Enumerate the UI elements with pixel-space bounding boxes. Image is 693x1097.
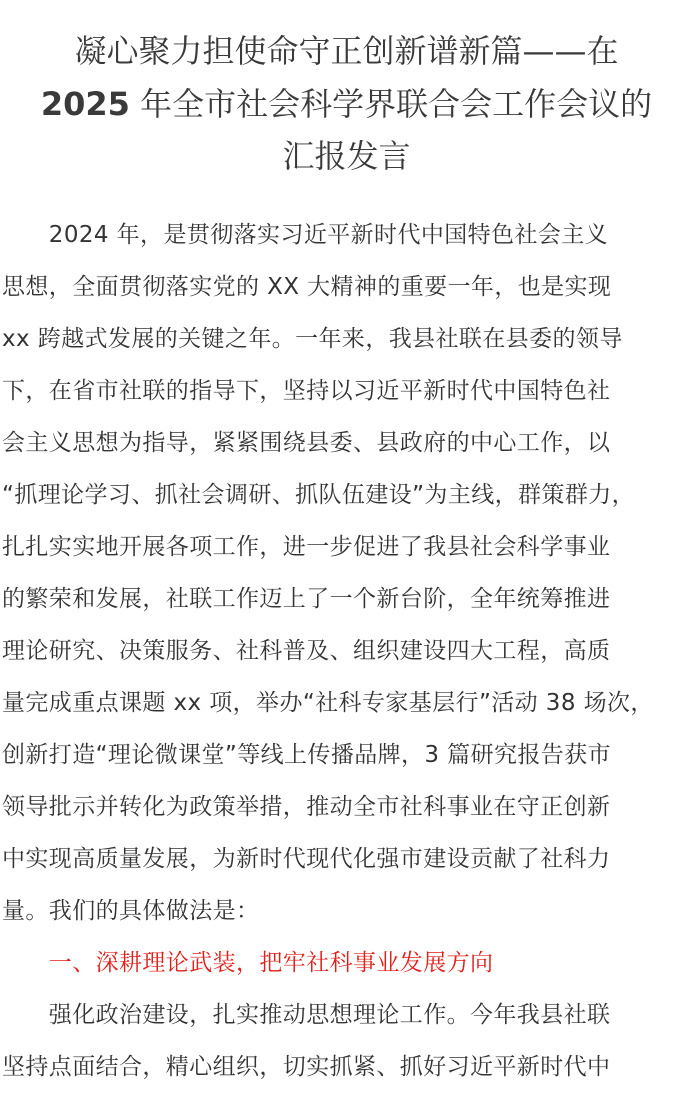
body-line: “抓理论学习、抓社会调研、抓队伍建设”为主线，群策群力，: [2, 482, 636, 508]
body-line: 扎扎实实地开展各项工作，进一步促进了我县社会科学事业: [2, 534, 611, 560]
body-line: 创新打造“理论微课堂”等线上传播品牌，3 篇研究报告获市: [2, 742, 611, 768]
body-line: 强化政治建设，扎实推动思想理论工作。今年我县社联: [2, 1002, 611, 1028]
body-line: 量。我们的具体做法是：: [2, 898, 260, 924]
body-line: 下，在省市社联的指导下，坚持以习近平新时代中国特色社: [2, 378, 611, 404]
title-line-2-text: 年全市社会科学界联合会工作会议的: [129, 85, 653, 123]
body-line: xx 跨越式发展的关键之年。一年来，我县社联在县委的领导: [2, 326, 623, 352]
body-line: 会主义思想为指导，紧紧围绕县委、县政府的中心工作，以: [2, 430, 611, 456]
body-line: 思想，全面贯彻落实党的 XX 大精神的重要一年，也是实现: [2, 274, 612, 300]
body-line: 中实现高质量发展，为新时代现代化强市建设贡献了社科力: [2, 846, 611, 872]
title-year: 2025: [40, 85, 130, 123]
body-line: 理论研究、决策服务、社科普及、组织建设四大工程，高质: [2, 638, 611, 664]
title-line-1: 凝心聚力担使命守正创新谱新篇——在: [74, 32, 619, 70]
body-line: 量完成重点课题 xx 项，举办“社科专家基层行”活动 38 场次，: [2, 690, 654, 716]
body-line: 领导批示并转化为政策举措，推动全市社科事业在守正创新: [2, 794, 611, 820]
section-heading: 一、深耕理论武装，把牢社科事业发展方向: [2, 950, 494, 976]
title-line-2: [0, 75, 693, 133]
body-line: 2024 年，是贯彻落实习近平新时代中国特色社会主义: [2, 222, 609, 248]
body-line: 坚持点面结合，精心组织，切实抓紧、抓好习近平新时代中: [2, 1054, 611, 1080]
body-line: 的繁荣和发展，社联工作迈上了一个新台阶，全年统筹推进: [2, 586, 611, 612]
title-line-3: 汇报发言: [282, 137, 411, 175]
